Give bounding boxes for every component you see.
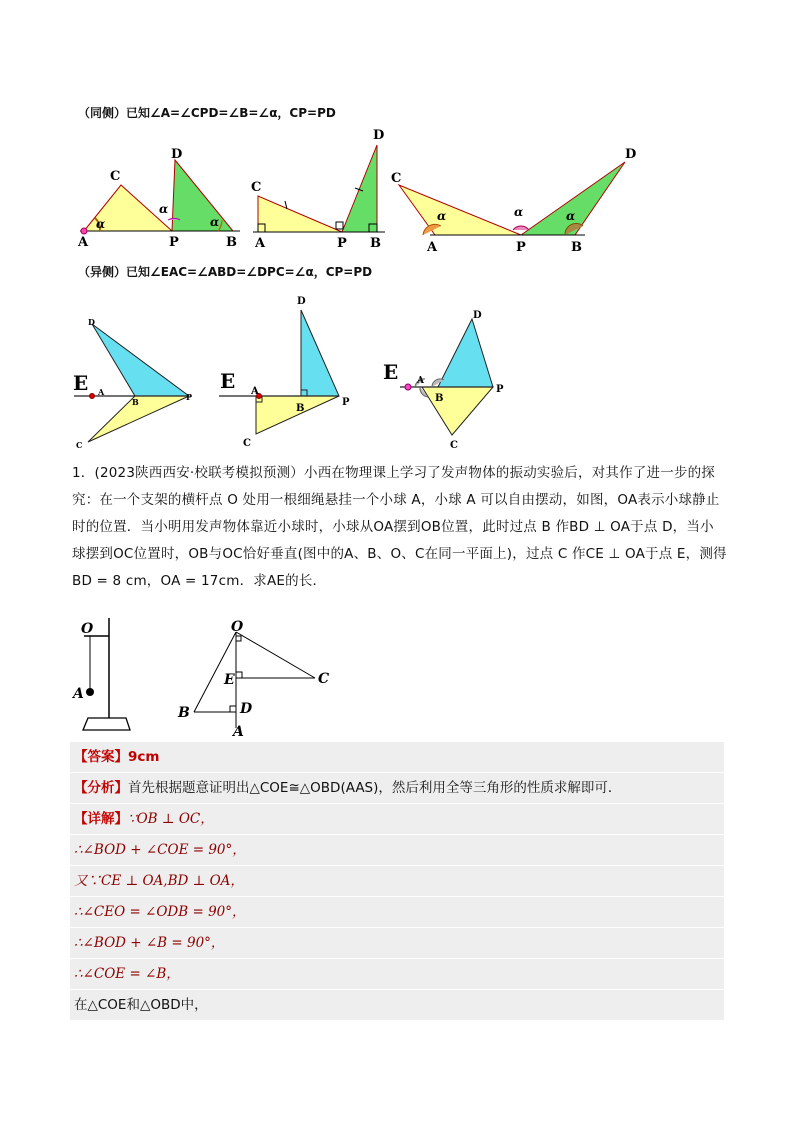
detail-line-1: ∴∠BOD + ∠COE = 90°， (74, 842, 246, 858)
fig1-label-d: D (171, 147, 183, 162)
fig3-label-d: D (625, 147, 637, 162)
answer-label: 【答案】 (74, 749, 128, 765)
answer-row (70, 742, 724, 773)
fig6-label-b: B (435, 393, 444, 404)
figure-same-side-1 (70, 140, 250, 250)
answer-value: 9cm (128, 749, 160, 765)
fig5-label-a: A (251, 386, 259, 397)
triangle-label-a: A (233, 724, 244, 740)
fig6-label-c: C (450, 440, 458, 450)
fig4-label-b: B (132, 397, 139, 407)
detail-line-4: ∴∠BOD + ∠B = 90°， (74, 935, 225, 951)
fig6-label-e: E (383, 360, 399, 384)
figure-same-side-3 (385, 140, 650, 255)
detail-row (70, 990, 724, 1021)
fig4-label-d: D (88, 317, 95, 327)
detail-row (70, 835, 724, 866)
fig3-label-p: P (516, 240, 526, 255)
triangle-label-d: D (240, 701, 253, 717)
figure-same-side-2 (245, 125, 395, 250)
same-side-label: （同侧）已知∠A=∠CPD=∠B=∠α，CP=PD (78, 106, 336, 120)
fig5-label-e: E (220, 369, 236, 393)
figure-other-side-2 (215, 290, 365, 450)
fig1-label-b: B (226, 235, 237, 250)
fig5-label-p: P (342, 397, 350, 408)
triangle-label-c: C (318, 671, 330, 687)
fig1-alpha-1: α (96, 217, 106, 231)
fig5-label-c: C (243, 438, 251, 449)
fig3-alpha-1: α (437, 209, 447, 223)
detail-line-2: 又∵CE ⊥ OA,BD ⊥ OA， (74, 873, 244, 889)
fig1-alpha-2: α (159, 202, 169, 216)
figure-other-side-3 (380, 305, 520, 450)
fig3-label-c: C (391, 171, 402, 186)
analysis-row (70, 773, 724, 804)
triangle-label-o: O (231, 619, 244, 635)
fig5-label-b: B (296, 403, 305, 414)
detail-line-3: ∴∠CEO = ∠ODB = 90°， (74, 904, 246, 920)
detail-row (70, 928, 724, 959)
detail-row (70, 897, 724, 928)
analysis-text: 首先根据题意证明出△COE≅△OBD(AAS)，然后利用全等三角形的性质求解即可． (128, 780, 622, 796)
fig3-label-a: A (427, 240, 438, 255)
fig1-label-a: A (78, 235, 89, 250)
other-side-label: （异侧）已知∠EAC=∠ABD=∠DPC=∠α，CP=PD (78, 265, 373, 279)
detail-row (70, 804, 724, 835)
pendulum-figure (70, 618, 140, 738)
detail-label: 【详解】 (74, 811, 128, 827)
fig2-label-c: C (251, 180, 262, 195)
fig6-label-d: D (473, 310, 482, 321)
detail-row (70, 866, 724, 897)
detail-line-5: ∴∠COE = ∠B， (74, 966, 180, 982)
fig1-label-c: C (110, 169, 121, 184)
fig4-label-c: C (76, 440, 83, 450)
triangle-label-b: B (178, 705, 190, 721)
fig2-label-b: B (370, 236, 381, 250)
fig4-label-a: A (98, 387, 105, 397)
analysis-label: 【分析】 (74, 780, 128, 796)
fig2-label-a: A (255, 236, 266, 250)
fig3-alpha-2: α (514, 205, 524, 219)
problem-statement: 1．(2023陕西西安·校联考模拟预测）小西在物理课上学习了发声物体的振动实验后，对其作了进一步的探究：在一个支架的横杆点 O 处用一根细绳悬挂一个小球 A，小球 A 可以自由摆动，如图，OA表示小球静止时的位置．当小明用发声物体靠近小球时，小球从OA摆到OB位置，此时过点 B 作BD ⊥ OA于点 D，当小球摆到OC位置时，OB与OC恰好垂直(图中的A、B、O、C在同一平面上)，过点 C 作CE ⊥ OA于点 E，测得BD = 8 cm，OA = 17cm．求AE的长． (72, 465, 727, 589)
fig4-label-e: E (73, 371, 89, 395)
fig2-label-p: P (337, 236, 347, 250)
detail-line-6: 在△COE和△OBD中， (74, 997, 208, 1013)
fig1-alpha-3: α (210, 215, 220, 229)
fig3-label-b: B (571, 240, 582, 255)
pendulum-label-o: O (81, 621, 94, 637)
triangle-label-e: E (224, 672, 235, 688)
figure-other-side-1 (70, 290, 200, 450)
fig3-alpha-3: α (566, 209, 576, 223)
detail-line-0: ∵OB ⊥ OC， (128, 811, 214, 827)
fig4-label-p: P (186, 392, 193, 402)
fig5-label-d: D (297, 296, 306, 307)
geometry-triangle-figure (170, 618, 340, 740)
pendulum-label-a: A (73, 686, 84, 702)
fig6-label-p: P (496, 384, 504, 395)
detail-row (70, 959, 724, 990)
fig6-label-a: A (417, 376, 424, 386)
fig2-label-d: D (373, 128, 385, 143)
fig1-label-p: P (169, 235, 179, 250)
